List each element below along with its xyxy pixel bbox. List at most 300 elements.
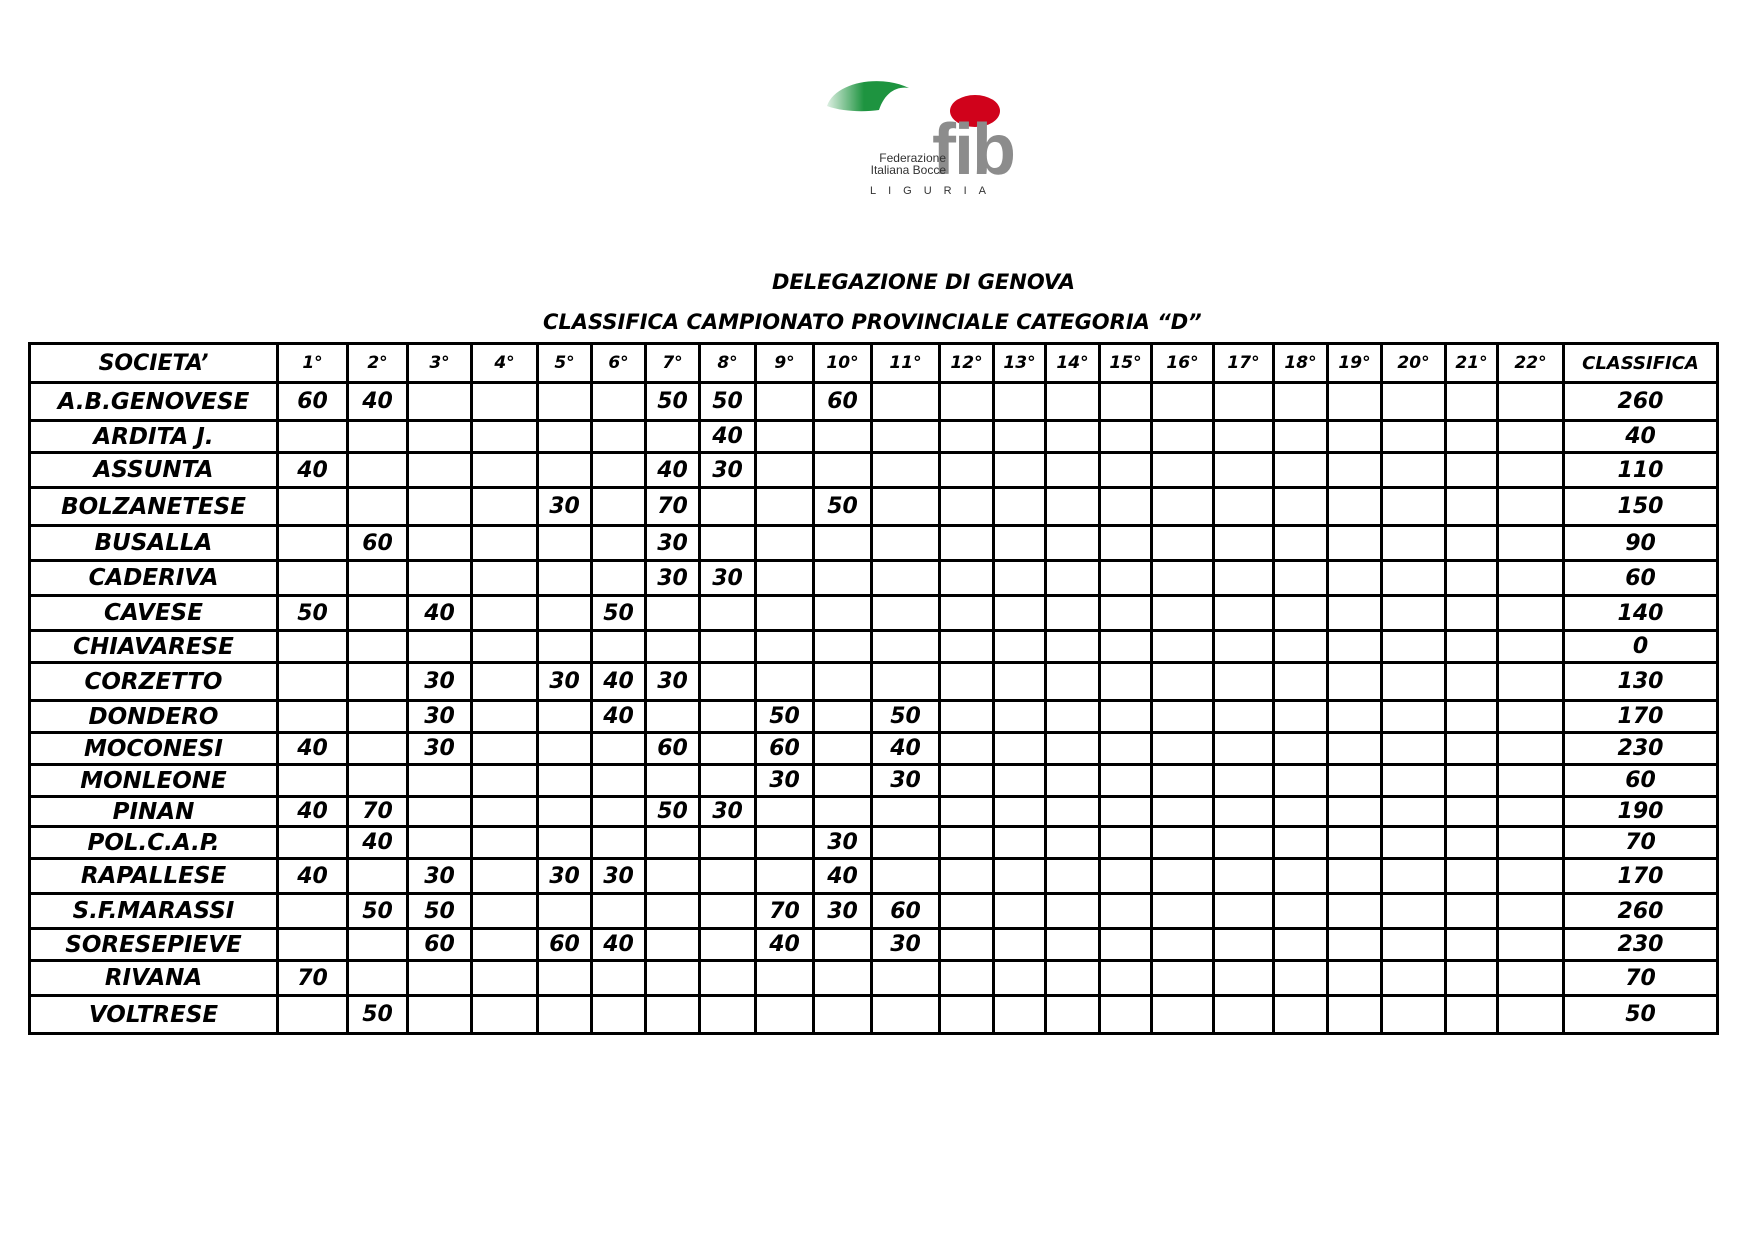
round-score-14 [1046,596,1100,631]
round-score-5 [538,765,592,797]
round-score-14 [1046,859,1100,894]
round-score-16 [1152,961,1214,996]
round-score-22 [1498,733,1564,765]
round-score-8 [700,996,756,1034]
round-score-2 [348,765,408,797]
round-score-15 [1100,663,1152,701]
round-score-8: 30 [700,453,756,488]
table-row [30,859,1718,894]
round-score-4 [472,488,538,526]
round-score-4 [472,383,538,421]
round-score-11 [872,421,940,453]
logo-federation [836,152,946,176]
club-name: VOLTRESE [30,996,278,1034]
round-score-20 [1382,383,1446,421]
round-score-12 [940,663,994,701]
round-score-2 [348,596,408,631]
round-score-5 [538,561,592,596]
round-score-2 [348,663,408,701]
round-score-9: 70 [756,894,814,929]
round-header-6: 6° [592,344,646,383]
round-score-10: 40 [814,859,872,894]
round-score-17 [1214,488,1274,526]
table-row [30,797,1718,827]
round-score-7: 50 [646,797,700,827]
round-score-22 [1498,765,1564,797]
table-row [30,383,1718,421]
total-score: 230 [1564,929,1718,961]
round-score-6: 40 [592,929,646,961]
round-score-19 [1328,421,1382,453]
round-score-13 [994,383,1046,421]
round-score-12 [940,765,994,797]
round-score-9 [756,859,814,894]
round-score-18 [1274,827,1328,859]
round-score-16 [1152,827,1214,859]
round-header-5: 5° [538,344,592,383]
round-score-11 [872,797,940,827]
round-score-19 [1328,797,1382,827]
round-score-11 [872,663,940,701]
round-score-4 [472,733,538,765]
round-score-14 [1046,526,1100,561]
round-score-16 [1152,701,1214,733]
total-score: 230 [1564,733,1718,765]
round-score-8 [700,631,756,663]
round-score-5 [538,383,592,421]
header-row [30,344,1718,383]
round-score-15 [1100,996,1152,1034]
round-score-7 [646,961,700,996]
round-score-13 [994,421,1046,453]
round-score-5 [538,596,592,631]
round-score-1: 40 [278,797,348,827]
round-score-17 [1214,765,1274,797]
round-score-7: 40 [646,453,700,488]
round-score-20 [1382,453,1446,488]
round-score-4 [472,561,538,596]
round-score-8 [700,488,756,526]
round-score-13 [994,961,1046,996]
round-score-10 [814,929,872,961]
round-score-13 [994,631,1046,663]
round-score-17 [1214,894,1274,929]
round-score-6 [592,383,646,421]
round-score-16 [1152,733,1214,765]
round-score-22 [1498,827,1564,859]
round-score-1 [278,765,348,797]
round-score-6 [592,561,646,596]
round-score-6 [592,797,646,827]
round-score-13 [994,797,1046,827]
round-score-9 [756,383,814,421]
total-score: 40 [1564,421,1718,453]
round-score-5 [538,421,592,453]
round-score-20 [1382,996,1446,1034]
table-body [30,383,1718,1034]
round-header-17: 17° [1214,344,1274,383]
round-score-3 [408,561,472,596]
round-score-2: 70 [348,797,408,827]
round-score-4 [472,894,538,929]
round-score-22 [1498,701,1564,733]
round-score-10 [814,631,872,663]
round-score-1: 60 [278,383,348,421]
total-score: 260 [1564,383,1718,421]
club-name: BUSALLA [30,526,278,561]
round-score-18 [1274,488,1328,526]
club-name: A.B.GENOVESE [30,383,278,421]
round-score-12 [940,961,994,996]
round-score-4 [472,827,538,859]
round-score-7 [646,701,700,733]
round-score-14 [1046,421,1100,453]
round-score-9: 50 [756,701,814,733]
round-score-12 [940,383,994,421]
round-score-14 [1046,663,1100,701]
round-score-8 [700,765,756,797]
round-score-5 [538,894,592,929]
round-score-11 [872,596,940,631]
round-score-14 [1046,733,1100,765]
round-score-9 [756,996,814,1034]
total-column-header: CLASSIFICA [1564,344,1718,383]
round-score-7 [646,596,700,631]
round-score-21 [1446,797,1498,827]
delegation-title: DELEGAZIONE DI GENOVA [772,270,1076,294]
round-score-7 [646,631,700,663]
round-score-13 [994,929,1046,961]
round-score-20 [1382,631,1446,663]
round-score-13 [994,596,1046,631]
round-score-15 [1100,596,1152,631]
round-score-22 [1498,596,1564,631]
round-score-7: 30 [646,663,700,701]
round-score-19 [1328,596,1382,631]
round-score-20 [1382,929,1446,961]
round-score-9 [756,663,814,701]
round-score-8 [700,733,756,765]
round-score-20 [1382,894,1446,929]
round-score-15 [1100,631,1152,663]
total-score: 110 [1564,453,1718,488]
round-score-9 [756,488,814,526]
round-score-9 [756,421,814,453]
round-score-12 [940,996,994,1034]
round-score-17 [1214,383,1274,421]
round-score-6 [592,488,646,526]
club-name: DONDERO [30,701,278,733]
round-score-1: 70 [278,961,348,996]
round-score-4 [472,701,538,733]
round-score-5 [538,701,592,733]
round-score-14 [1046,701,1100,733]
round-score-20 [1382,421,1446,453]
round-score-12 [940,631,994,663]
round-score-3 [408,488,472,526]
green-swoosh-icon [825,76,915,121]
round-score-15 [1100,453,1152,488]
total-score: 170 [1564,859,1718,894]
round-score-14 [1046,827,1100,859]
round-score-11 [872,859,940,894]
round-score-18 [1274,961,1328,996]
round-score-17 [1214,996,1274,1034]
total-score: 70 [1564,827,1718,859]
round-score-7: 70 [646,488,700,526]
round-score-2 [348,929,408,961]
round-score-17 [1214,631,1274,663]
round-score-7 [646,421,700,453]
round-score-10 [814,701,872,733]
round-score-18 [1274,859,1328,894]
round-score-3 [408,631,472,663]
round-score-2: 60 [348,526,408,561]
round-score-1 [278,631,348,663]
round-score-19 [1328,526,1382,561]
round-score-3 [408,827,472,859]
round-score-15 [1100,961,1152,996]
round-score-8 [700,961,756,996]
table-row [30,631,1718,663]
club-name: PINAN [30,797,278,827]
round-score-9: 40 [756,929,814,961]
round-score-2 [348,421,408,453]
round-score-3 [408,765,472,797]
round-score-13 [994,765,1046,797]
round-score-7 [646,765,700,797]
round-score-10 [814,453,872,488]
round-score-13 [994,827,1046,859]
round-score-19 [1328,996,1382,1034]
round-score-5 [538,526,592,561]
round-score-14 [1046,488,1100,526]
round-score-18 [1274,631,1328,663]
round-score-16 [1152,859,1214,894]
fib-liguria-logo [820,70,1070,200]
round-score-21 [1446,701,1498,733]
round-header-9: 9° [756,344,814,383]
round-score-19 [1328,929,1382,961]
round-score-22 [1498,929,1564,961]
championship-title: CLASSIFICA CAMPIONATO PROVINCIALE CATEGORIA “D” [543,310,1202,334]
round-score-18 [1274,421,1328,453]
round-score-2: 40 [348,827,408,859]
round-score-1: 40 [278,859,348,894]
round-score-20 [1382,701,1446,733]
total-score: 130 [1564,663,1718,701]
round-score-12 [940,453,994,488]
round-score-10 [814,961,872,996]
round-score-16 [1152,383,1214,421]
round-score-6: 40 [592,701,646,733]
round-score-3 [408,383,472,421]
round-score-16 [1152,996,1214,1034]
round-score-10 [814,797,872,827]
round-score-5 [538,631,592,663]
club-name: ASSUNTA [30,453,278,488]
round-score-8 [700,526,756,561]
round-score-22 [1498,561,1564,596]
round-score-15 [1100,701,1152,733]
round-score-17 [1214,701,1274,733]
round-score-3 [408,961,472,996]
round-score-17 [1214,929,1274,961]
round-score-7 [646,894,700,929]
round-score-15 [1100,894,1152,929]
round-score-2 [348,859,408,894]
round-score-12 [940,596,994,631]
round-score-14 [1046,453,1100,488]
round-score-21 [1446,631,1498,663]
total-score: 70 [1564,961,1718,996]
round-score-13 [994,894,1046,929]
round-score-21 [1446,488,1498,526]
round-score-18 [1274,929,1328,961]
round-score-9 [756,526,814,561]
round-score-22 [1498,453,1564,488]
round-score-7: 60 [646,733,700,765]
round-score-6: 30 [592,859,646,894]
round-score-6 [592,526,646,561]
round-score-5 [538,996,592,1034]
round-score-3 [408,526,472,561]
round-score-6 [592,961,646,996]
round-score-21 [1446,894,1498,929]
round-score-15 [1100,421,1152,453]
round-score-8: 30 [700,797,756,827]
round-score-16 [1152,929,1214,961]
round-score-8: 40 [700,421,756,453]
round-score-20 [1382,526,1446,561]
round-score-9: 30 [756,765,814,797]
round-score-2 [348,961,408,996]
round-score-17 [1214,453,1274,488]
round-score-13 [994,733,1046,765]
club-name: POL.C.A.P. [30,827,278,859]
round-score-6 [592,631,646,663]
round-score-21 [1446,663,1498,701]
round-score-16 [1152,894,1214,929]
round-score-7 [646,827,700,859]
round-score-12 [940,488,994,526]
round-score-18 [1274,561,1328,596]
round-score-17 [1214,961,1274,996]
round-score-16 [1152,765,1214,797]
round-score-13 [994,859,1046,894]
round-score-5 [538,961,592,996]
round-score-8: 50 [700,383,756,421]
round-score-2 [348,733,408,765]
round-score-15 [1100,733,1152,765]
round-score-21 [1446,383,1498,421]
round-score-7: 30 [646,526,700,561]
table-row [30,996,1718,1034]
table-row [30,488,1718,526]
round-score-3: 50 [408,894,472,929]
round-score-9 [756,561,814,596]
round-score-6 [592,827,646,859]
round-score-17 [1214,526,1274,561]
round-score-22 [1498,488,1564,526]
round-score-7 [646,859,700,894]
round-score-19 [1328,859,1382,894]
total-score: 190 [1564,797,1718,827]
round-score-8 [700,859,756,894]
round-score-8: 30 [700,561,756,596]
round-score-9 [756,797,814,827]
club-column-header: SOCIETA’ [30,344,278,383]
round-score-3: 30 [408,663,472,701]
round-score-21 [1446,526,1498,561]
table-row [30,765,1718,797]
round-score-6 [592,733,646,765]
round-score-17 [1214,733,1274,765]
round-score-11 [872,561,940,596]
round-header-12: 12° [940,344,994,383]
round-score-10 [814,421,872,453]
round-score-6 [592,894,646,929]
round-score-16 [1152,421,1214,453]
round-score-21 [1446,453,1498,488]
round-score-12 [940,421,994,453]
round-score-21 [1446,733,1498,765]
club-name: SORESEPIEVE [30,929,278,961]
round-score-19 [1328,894,1382,929]
round-score-20 [1382,797,1446,827]
round-score-2: 50 [348,996,408,1034]
round-score-13 [994,453,1046,488]
table-row [30,526,1718,561]
total-score: 60 [1564,561,1718,596]
round-score-14 [1046,383,1100,421]
round-score-5 [538,733,592,765]
round-score-19 [1328,733,1382,765]
round-score-17 [1214,561,1274,596]
round-score-9 [756,596,814,631]
round-score-13 [994,488,1046,526]
round-header-22: 22° [1498,344,1564,383]
round-score-19 [1328,383,1382,421]
round-score-18 [1274,526,1328,561]
table-row [30,894,1718,929]
round-score-10 [814,526,872,561]
round-score-4 [472,453,538,488]
round-score-1 [278,996,348,1034]
round-score-19 [1328,765,1382,797]
round-score-20 [1382,961,1446,996]
round-score-10 [814,733,872,765]
round-score-20 [1382,663,1446,701]
round-score-11: 50 [872,701,940,733]
round-score-16 [1152,596,1214,631]
round-score-10: 60 [814,383,872,421]
round-score-12 [940,733,994,765]
table-row [30,453,1718,488]
round-score-22 [1498,961,1564,996]
round-score-9 [756,827,814,859]
round-score-22 [1498,383,1564,421]
round-score-2: 50 [348,894,408,929]
round-score-14 [1046,561,1100,596]
total-score: 60 [1564,765,1718,797]
round-score-5: 30 [538,488,592,526]
round-score-3: 30 [408,859,472,894]
round-score-16 [1152,526,1214,561]
round-score-19 [1328,827,1382,859]
round-header-7: 7° [646,344,700,383]
round-score-10: 50 [814,488,872,526]
